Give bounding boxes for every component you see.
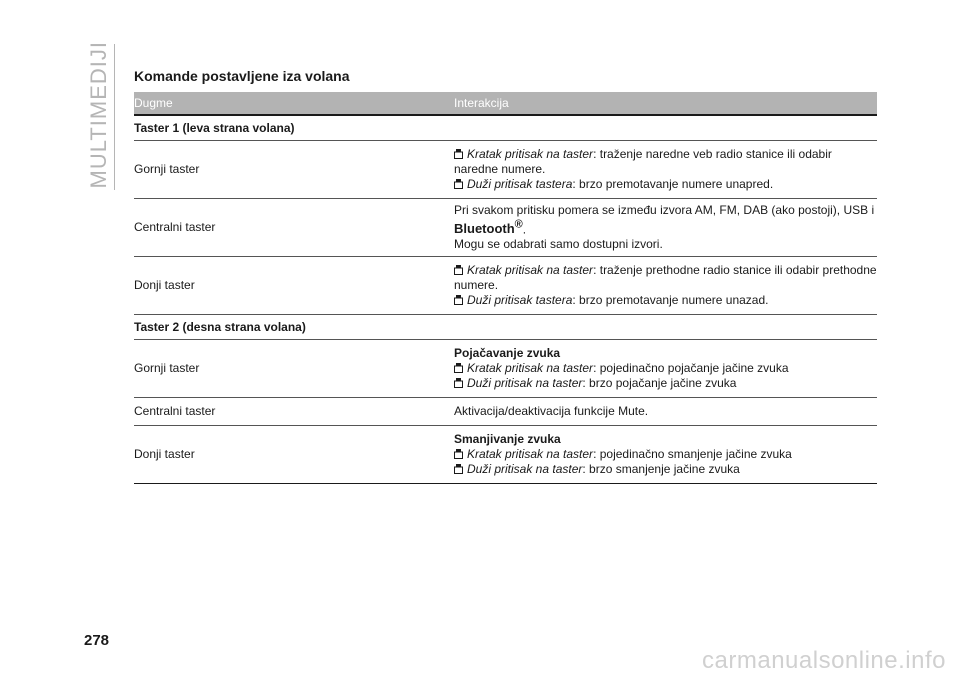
bullet-line: Kratak pritisak na taster: pojedinačno pojačanje jačine zvuka bbox=[454, 361, 877, 376]
bullet-line: Kratak pritisak na taster: pojedinačno smanjenje jačine zvuka bbox=[454, 447, 877, 462]
table-header bbox=[134, 92, 877, 116]
button-press-icon bbox=[454, 149, 463, 159]
bullet-line: Duži pritisak tastera: brzo premotavanje numere unapred. bbox=[454, 177, 877, 192]
interaction-cell bbox=[454, 147, 877, 192]
header-interaction: Interakcija bbox=[454, 96, 509, 110]
sidebar-divider bbox=[114, 44, 115, 190]
button-name: Donji taster bbox=[134, 278, 195, 292]
button-press-icon bbox=[454, 378, 463, 388]
table-row bbox=[134, 426, 877, 484]
table-row bbox=[134, 257, 877, 315]
cell-heading: Smanjivanje zvuka bbox=[454, 432, 561, 446]
table-row bbox=[134, 340, 877, 398]
interaction-cell bbox=[454, 203, 877, 252]
group-title-1: Taster 1 (leva strana volana) bbox=[134, 116, 877, 141]
chapter-sidebar-title: MULTIMEDIJI bbox=[86, 41, 111, 189]
interaction-cell bbox=[454, 263, 877, 308]
text-line: Pri svakom pritisku pomera se između izvora AM, FM, DAB (ako postoji), USB i bbox=[454, 202, 875, 217]
interaction-cell bbox=[454, 404, 877, 419]
bullet-line: Kratak pritisak na taster: traženje prethodne radio stanice ili odabir prethodne numere. bbox=[454, 263, 877, 292]
page-number: 278 bbox=[84, 632, 110, 649]
table-row bbox=[134, 199, 877, 257]
text-line: Aktivacija/deaktivacija funkcije Mute. bbox=[454, 404, 649, 418]
cell-heading: Pojačavanje zvuka bbox=[454, 346, 561, 360]
button-press-icon bbox=[454, 363, 463, 373]
button-press-icon bbox=[454, 464, 463, 474]
button-name: Centralni taster bbox=[134, 220, 216, 234]
table-row bbox=[134, 398, 877, 426]
bullet-line: Kratak pritisak na taster: traženje naredne veb radio stanice ili odabir naredne numere. bbox=[454, 147, 832, 176]
bullet-line: Duži pritisak tastera: brzo premotavanje numere unazad. bbox=[454, 293, 877, 308]
text-line: Bluetooth®. bbox=[454, 218, 527, 237]
controls-table bbox=[134, 92, 877, 484]
button-name: Gornji taster bbox=[134, 361, 200, 375]
button-press-icon bbox=[454, 179, 463, 189]
group-title-2: Taster 2 (desna strana volana) bbox=[134, 315, 877, 340]
bluetooth-label: Bluetooth® bbox=[454, 218, 523, 237]
interaction-cell bbox=[454, 346, 877, 391]
button-press-icon bbox=[454, 449, 463, 459]
button-name: Donji taster bbox=[134, 447, 195, 461]
text-line: Mogu se odabrati samo dostupni izvori. bbox=[454, 237, 663, 252]
header-button: Dugme bbox=[134, 96, 173, 110]
section-title: Komande postavljene iza volana bbox=[134, 68, 350, 84]
button-name: Centralni taster bbox=[134, 404, 216, 418]
button-press-icon bbox=[454, 295, 463, 305]
bullet-line: Duži pritisak na taster: brzo pojačanje jačine zvuka bbox=[454, 376, 877, 391]
bullet-line: Duži pritisak na taster: brzo smanjenje jačine zvuka bbox=[454, 462, 877, 477]
button-name: Gornji taster bbox=[134, 162, 200, 176]
interaction-cell bbox=[454, 432, 877, 477]
watermark: carmanualsonline.info bbox=[702, 647, 946, 674]
button-press-icon bbox=[454, 265, 463, 275]
table-row bbox=[134, 141, 877, 199]
